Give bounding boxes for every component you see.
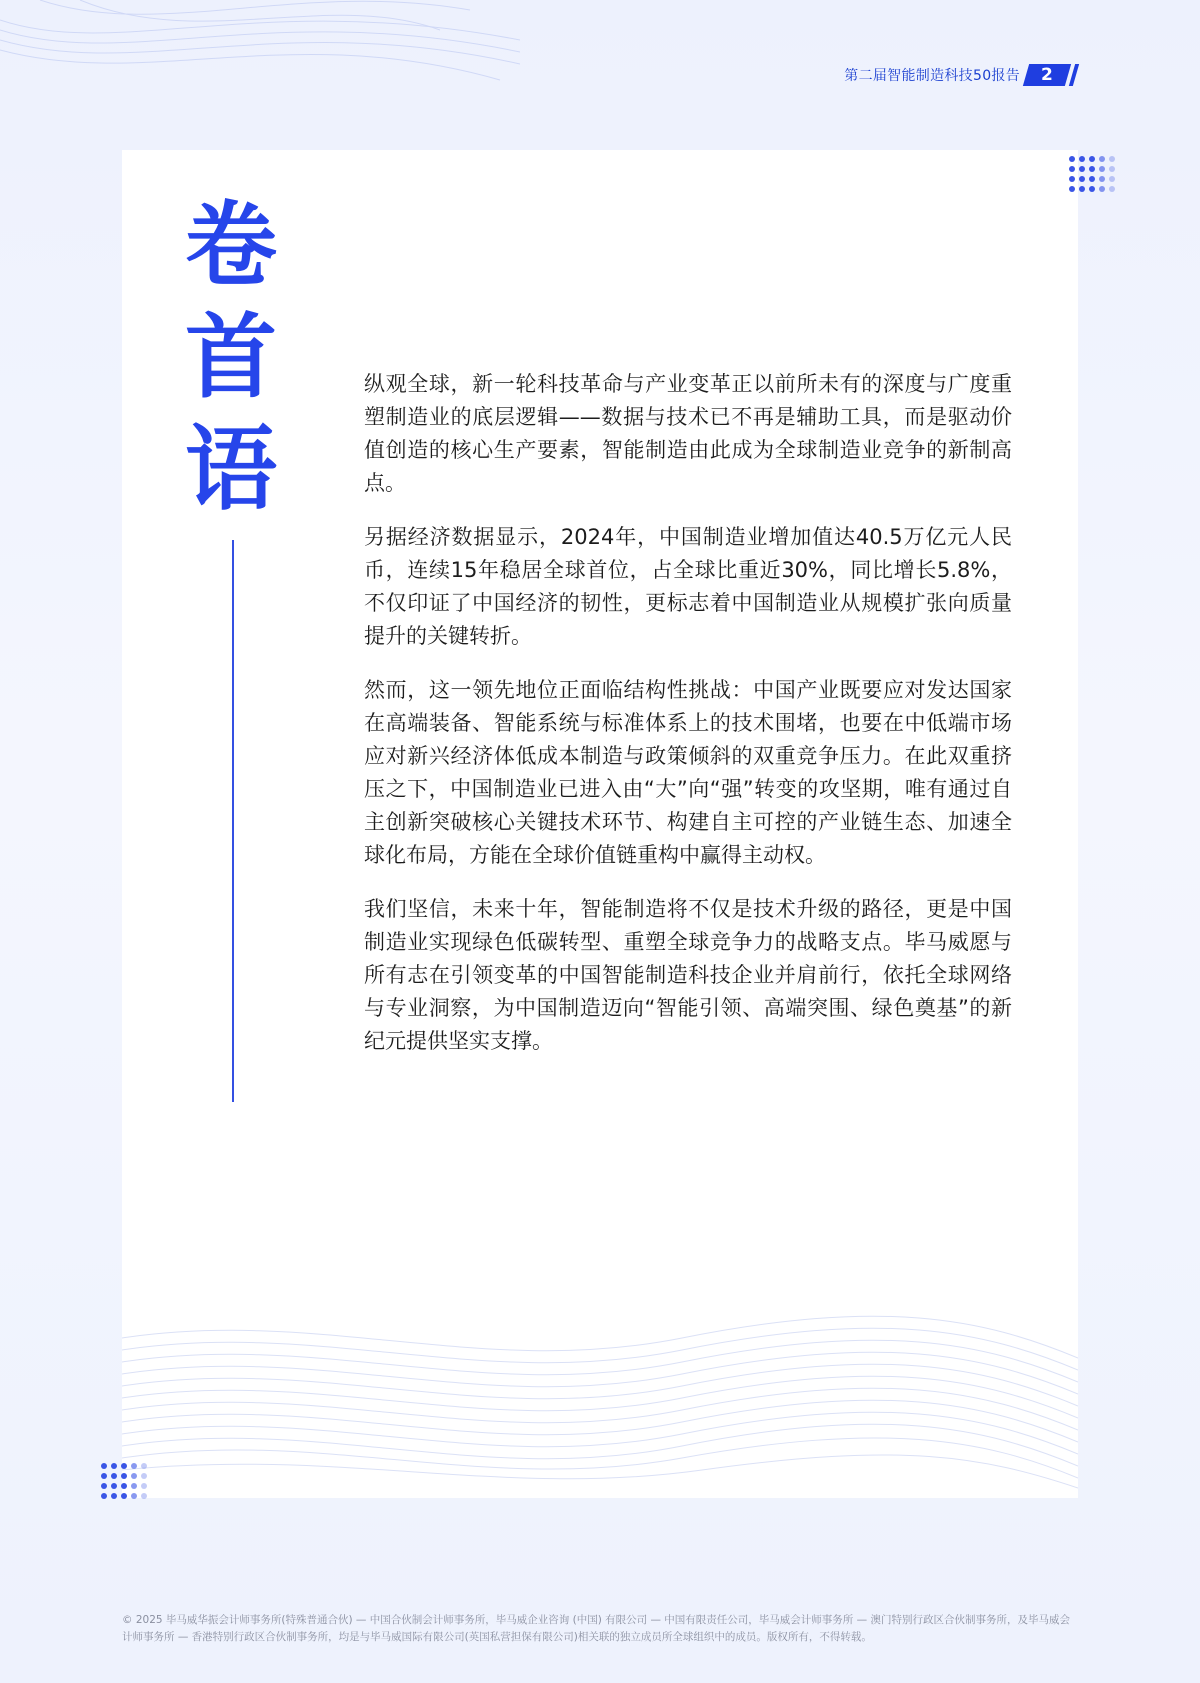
page-number-tab bbox=[1023, 64, 1071, 86]
heading-char: 语 bbox=[184, 416, 277, 523]
section-heading bbox=[183, 190, 279, 526]
body-paragraph: 另据经济数据显示，2024年，中国制造业增加值达40.5万亿元人民币，连续15年稳居全球首位，占全球比重近30%，同比增长5.8%，不仅印证了中国经济的韧性，更标志着中国制造业从规模扩张向质量提升的关键转折。 bbox=[364, 525, 1012, 648]
body-paragraph: 我们坚信，未来十年，智能制造将不仅是技术升级的路径，更是中国制造业实现绿色低碳转型、重塑全球竞争力的战略支点。毕马威愿与所有志在引领变革的中国智能制造科技企业并肩前行，依托全球网络与专业洞察，为中国制造迈向“智能引领、高端突围、绿色奠基”的新纪元提供坚实支撑。 bbox=[364, 897, 1012, 1053]
heading-divider-line bbox=[232, 540, 234, 1102]
heading-char: 首 bbox=[184, 304, 277, 411]
body-paragraph: 然而，这一领先地位正面临结构性挑战：中国产业既要应对发达国家在高端装备、智能系统与标准体系上的技术围堵，也要在中低端市场应对新兴经济体低成本制造与政策倾斜的双重竞争压力。在此双重挤压之下，中国制造业已进入由“大”向“强”转变的攻坚期，唯有通过自主创新突破核心关键技术环节、构建自主可控的产业链生态、加速全球化布局，方能在全球价值链重构中赢得主动权。 bbox=[364, 678, 1012, 867]
decorative-dot-grid bbox=[1068, 155, 1120, 199]
report-header bbox=[844, 64, 1076, 86]
decorative-dot-grid bbox=[100, 1462, 152, 1506]
decorative-wave-lines bbox=[0, 0, 520, 110]
copyright-footer: © 2025 毕马威华振会计师事务所(特殊普通合伙) — 中国合伙制会计师事务所，毕马威企业咨询 (中国) 有限公司 — 中国有限责任公司，毕马威会计师事务所 — 澳门特别行政区合伙制事务所，及毕马威会计师事务所 — 香港特别行政区合伙制事务所，均是与毕马威国际有限公司(英国私营担保有限公司)相关联的独立成员所全球组织中的成员。版权所有，不得转载。 bbox=[122, 1614, 1070, 1643]
decorative-wave-pattern bbox=[122, 1298, 1078, 1498]
body-paragraph: 纵观全球，新一轮科技革命与产业变革正以前所未有的深度与广度重塑制造业的底层逻辑——数据与技术已不再是辅助工具，而是驱动价值创造的核心生产要素，智能制造由此成为全球制造业竞争的新制高点。 bbox=[364, 372, 1012, 495]
heading-char: 卷 bbox=[184, 192, 277, 299]
report-title: 第二届智能制造科技50报告 bbox=[844, 68, 1020, 84]
page-number: 2 bbox=[1041, 65, 1053, 85]
body-text bbox=[364, 368, 1012, 1079]
page-tab-slash bbox=[1069, 64, 1079, 86]
